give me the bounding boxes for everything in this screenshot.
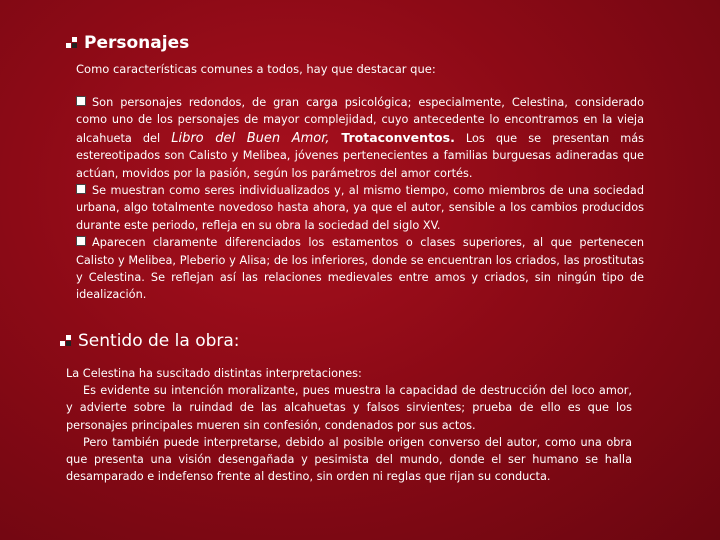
- list-item-text: Aparecen claramente diferenciados los estamentos o clases superiores, al que pertenecen Calisto y Melibea, Pleberio y Alisa; de los inferiores, donde se encuentran los criados, las prostitutas y Celestina. Se reflejan así las relaciones medievales entre amos y criados, sin ningún tipo de idealización.: [76, 236, 644, 302]
- checkbox-bullet-icon: [76, 184, 86, 194]
- heading-text: Sentido de la obra:: [78, 331, 240, 351]
- book-title-text: Libro del Buen Amor,: [171, 130, 330, 146]
- list-item: [76, 94, 644, 182]
- section-sentido-heading: [60, 331, 240, 351]
- paragraph: La Celestina ha suscitado distintas interpretaciones:: [66, 367, 362, 380]
- intro-text: Como características comunes a todos, hay que destacar que:: [76, 62, 436, 76]
- character-name-text: Trotaconventos.: [329, 129, 455, 145]
- checkbox-bullet-icon: [76, 96, 86, 106]
- checkbox-bullet-icon: [76, 236, 86, 246]
- list-item-text: Son personajes redondos, de gran carga psicológica; especialmente, Celestina, considerado como uno de los personajes de mayor complejidad, cuyo antecedente lo encontramos en la vieja alcahueta del: [76, 96, 644, 145]
- square-bullet-icon: [66, 37, 78, 49]
- sentido-body: [66, 365, 632, 485]
- list-item: [76, 182, 644, 234]
- paragraph: Pero también puede interpretarse, debido al posible origen converso del autor, como una obra que presenta una visión desengañada y pesimista del mundo, donde el ser humano se halla desamparado e indefenso frente al destino, sin orden ni reglas que rijan su conducta.: [66, 435, 632, 484]
- heading-text: Personajes: [84, 33, 190, 53]
- list-item-text: Se muestran como seres individualizados y, al mismo tiempo, como miembros de una sociedad urbana, algo totalmente novedoso hasta ahora, ya que el autor, sensible a los cambios producidos durante este periodo, refleja en su obra la sociedad del siglo XV.: [76, 184, 644, 232]
- list-item: [76, 234, 644, 304]
- square-bullet-icon: [60, 335, 72, 347]
- personajes-list: [76, 94, 644, 304]
- paragraph: Es evidente su intención moralizante, pues muestra la capacidad de destrucción del loco amor, y advierte sobre la ruindad de las alcahuetas y falsos sirvientes; prueba de ello es que los personajes principales mueren sin confesión, condenados por sus actos.: [66, 384, 632, 432]
- list-item-text: Los que se presentan más estereotipados son Calisto y Melibea, jóvenes pertenecientes a familias burguesas adineradas que actúan, movidos por la pasión, según los parámetros del amor cortés.: [76, 131, 645, 180]
- section-personajes-heading: [66, 33, 189, 53]
